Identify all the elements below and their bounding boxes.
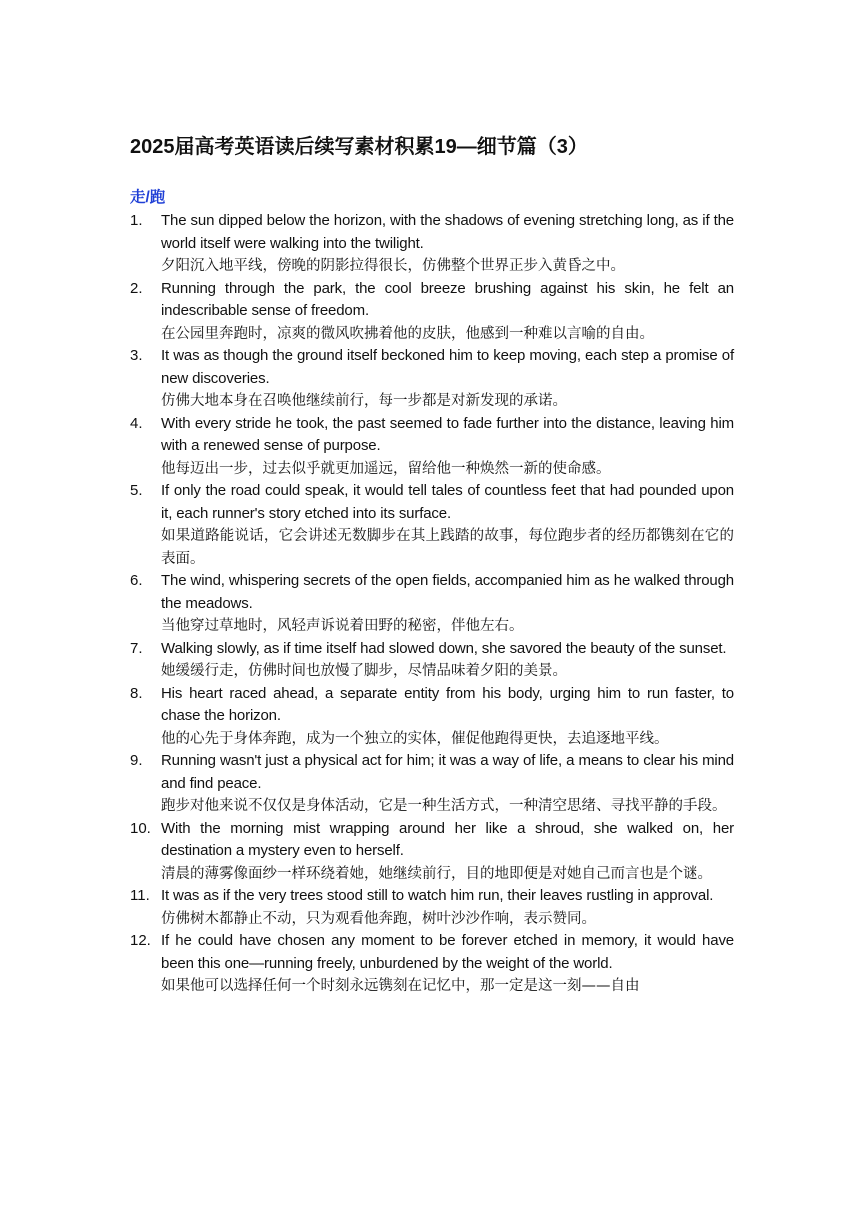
english-sentence: It was as if the very trees stood still to watch him run, their leaves rustling in approval. bbox=[161, 887, 714, 904]
list-item bbox=[130, 885, 734, 930]
chinese-translation: 当他穿过草地时，风轻声诉说着田野的秘密，伴他左右。 bbox=[161, 618, 524, 634]
english-sentence: It was as though the ground itself beckoned him to keep moving, each step a promise of new discoveries. bbox=[161, 347, 734, 387]
document-title: 2025届高考英语读后续写素材积累19—细节篇（3） bbox=[130, 136, 588, 158]
item-number: 12. bbox=[130, 932, 151, 949]
chinese-translation: 如果道路能说话，它会讲述无数脚步在其上践踏的故事，每位跑步者的经历都镌刻在它的表面。 bbox=[161, 528, 734, 567]
english-sentence: If he could have chosen any moment to be forever etched in memory, it would have been this one—running freely, unburdened by the weight of the world. bbox=[161, 932, 734, 972]
item-number: 8. bbox=[130, 684, 143, 702]
english-sentence: Running through the park, the cool breeze brushing against his skin, he felt an indescribable sense of freedom. bbox=[161, 279, 734, 319]
item-number: 5. bbox=[130, 482, 143, 499]
item-number: 9. bbox=[130, 752, 143, 769]
list-item bbox=[130, 638, 734, 683]
item-number: 11. bbox=[130, 887, 150, 904]
list-item bbox=[130, 750, 734, 818]
list-item bbox=[130, 345, 734, 413]
english-sentence: With the morning mist wrapping around her like a shroud, she walked on, her destination a mystery even to herself. bbox=[161, 819, 734, 859]
english-sentence: If only the road could speak, it would tell tales of countless feet that had pounded upon it, each runner's story etched into its surface. bbox=[161, 482, 734, 522]
chinese-translation: 他每迈出一步，过去似乎就更加遥远，留给他一种焕然一新的使命感。 bbox=[161, 460, 611, 477]
english-sentence: The wind, whispering secrets of the open fields, accompanied him as he walked through the meadows. bbox=[161, 572, 734, 612]
chinese-translation: 如果他可以选择任何一个时刻永远镌刻在记忆中，那一定是这一刻——自由 bbox=[161, 978, 640, 994]
chinese-translation: 跑步对他来说不仅仅是身体活动，它是一种生活方式，一种清空思绪、寻找平静的手段。 bbox=[161, 798, 727, 814]
list-item bbox=[130, 413, 734, 481]
item-number: 6. bbox=[130, 572, 143, 589]
list-item bbox=[130, 570, 734, 638]
english-sentence: Walking slowly, as if time itself had slowed down, she savored the beauty of the sunset. bbox=[161, 639, 727, 657]
english-sentence: The sun dipped below the horizon, with the shadows of evening stretching long, as if the world itself were walking into the twilight. bbox=[161, 212, 734, 252]
english-sentence: His heart raced ahead, a separate entity from his body, urging him to run faster, to chase the horizon. bbox=[161, 684, 734, 724]
chinese-translation: 他的心先于身体奔跑，成为一个独立的实体，催促他跑得更快，去追逐地平线。 bbox=[161, 730, 669, 747]
english-sentence: Running wasn't just a physical act for him; it was a way of life, a means to clear his mind and find peace. bbox=[161, 752, 734, 792]
item-number: 1. bbox=[130, 212, 143, 229]
chinese-translation: 她缓缓行走，仿佛时间也放慢了脚步，尽情品味着夕阳的美景。 bbox=[161, 663, 567, 679]
list-item bbox=[130, 210, 734, 278]
list-item bbox=[130, 818, 734, 886]
list-item bbox=[130, 930, 734, 998]
chinese-translation: 夕阳沉入地平线，傍晚的阴影拉得很长，仿佛整个世界正步入黄昏之中。 bbox=[161, 258, 625, 274]
list-item bbox=[130, 683, 734, 751]
item-number: 10. bbox=[130, 819, 151, 837]
section-heading: 走/跑 bbox=[130, 189, 166, 206]
sentence-list bbox=[130, 210, 734, 998]
item-number: 4. bbox=[130, 414, 143, 432]
chinese-translation: 清晨的薄雾像面纱一样环绕着她，她继续前行，目的地即便是对她自己而言也是个谜。 bbox=[161, 865, 712, 882]
chinese-translation: 仿佛大地本身在召唤他继续前行，每一步都是对新发现的承诺。 bbox=[161, 393, 567, 409]
item-number: 2. bbox=[130, 279, 143, 297]
english-sentence: With every stride he took, the past seemed to fade further into the distance, leaving him with a renewed sense of purpose. bbox=[161, 414, 734, 454]
item-number: 7. bbox=[130, 639, 143, 657]
list-item bbox=[130, 278, 734, 346]
item-number: 3. bbox=[130, 347, 143, 364]
chinese-translation: 仿佛树木都静止不动，只为观看他奔跑，树叶沙沙作响，表示赞同。 bbox=[161, 910, 596, 927]
list-item bbox=[130, 480, 734, 570]
chinese-translation: 在公园里奔跑时，凉爽的微风吹拂着他的皮肤，他感到一种难以言喻的自由。 bbox=[161, 325, 654, 342]
